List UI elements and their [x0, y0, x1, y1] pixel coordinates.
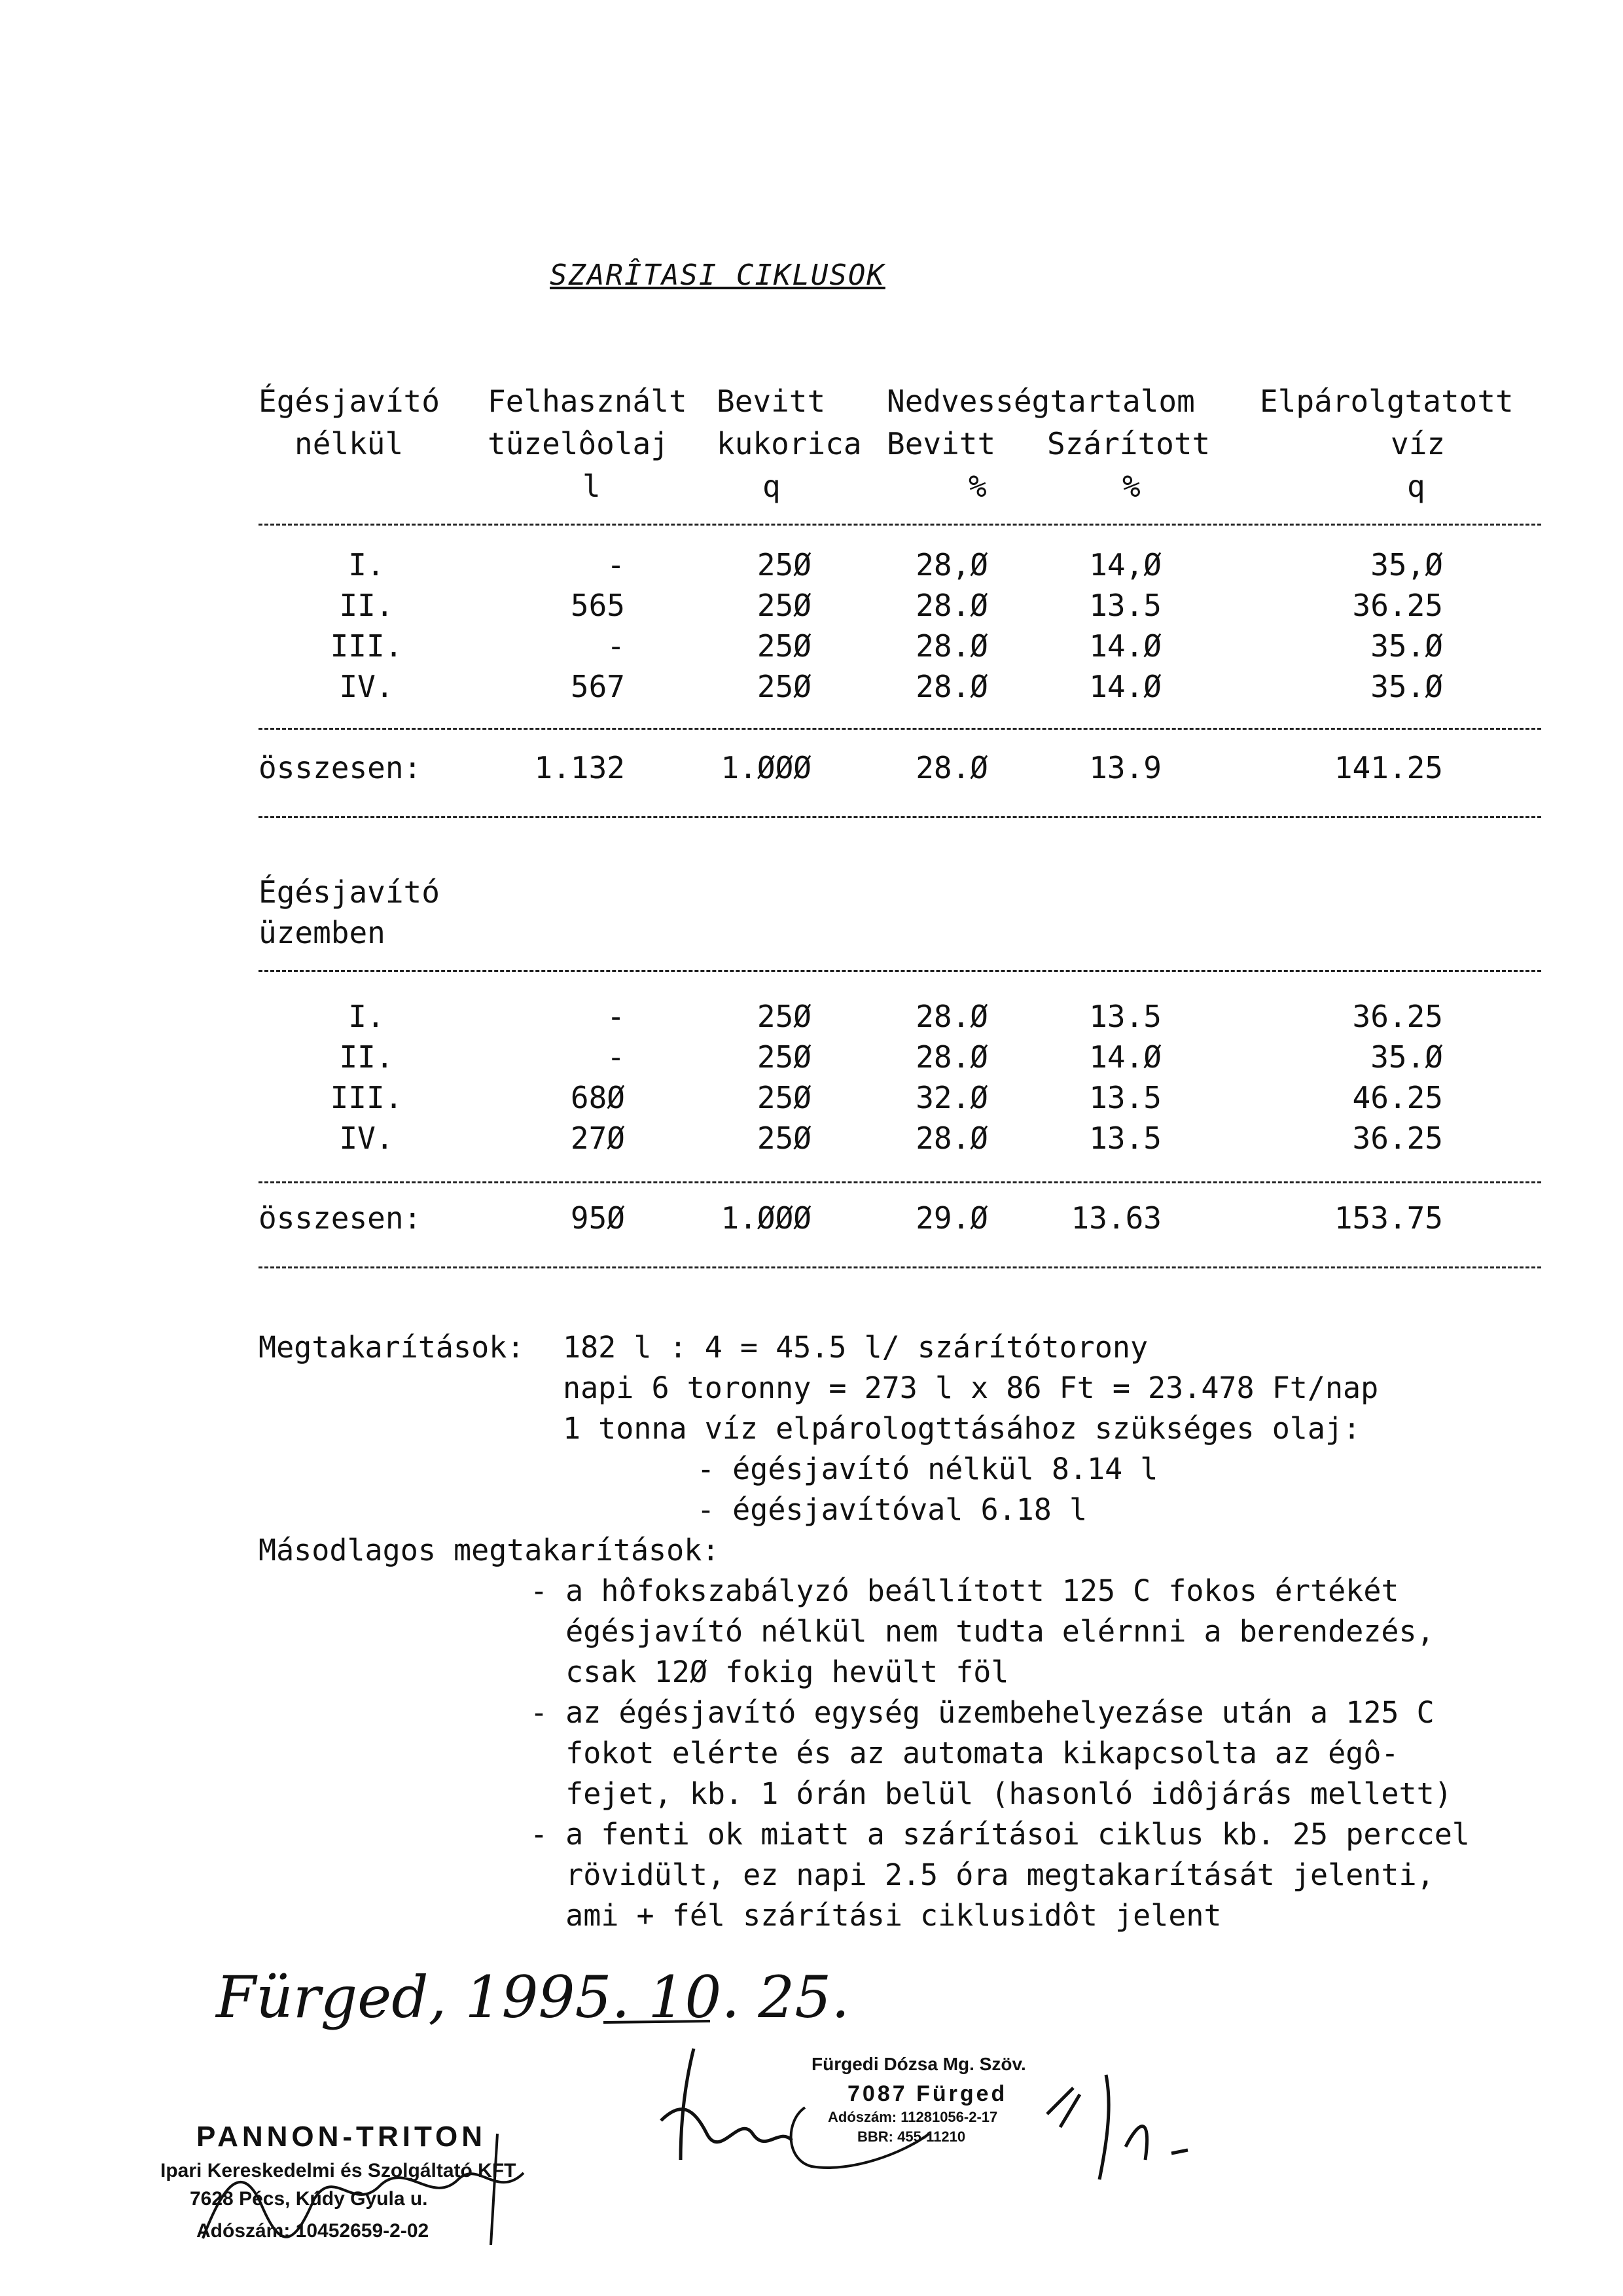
document-title: SZARÎTASI CIKLUSOK [550, 259, 885, 292]
moisture-in-value: 28.Ø [916, 669, 988, 704]
corn-value: 25Ø [757, 628, 812, 664]
cycle-label: IV. [339, 1121, 394, 1156]
secondary-item-3-line-1: - a fenti ok miatt a szárításoi ciklus kb. 25 perccel [530, 1817, 1470, 1852]
secondary-item-2-line-3: fejet, kb. 1 órán belül (hasonló idôjárás mellett) [530, 1776, 1452, 1811]
dashed-rule [259, 970, 1541, 972]
header-col3-line1: Bevitt [717, 384, 826, 419]
secondary-item-3-line-3: ami + fél szárítási ciklusidôt jelent [530, 1898, 1222, 1933]
cycle-label: I. [348, 999, 385, 1034]
dashed-rule [259, 1181, 1541, 1183]
header-col2-unit: l [582, 469, 601, 504]
total-evaporated-water: 141.25 [1334, 750, 1443, 785]
savings-label: Megtakarítások: [259, 1330, 525, 1365]
moisture-dried-value: 13.5 [1089, 1121, 1162, 1156]
savings-line-1: 182 l : 4 = 45.5 l/ szárítótorony [563, 1330, 1149, 1365]
evaporated-water-value: 35.Ø [1370, 628, 1443, 664]
corn-value: 25Ø [757, 1039, 812, 1075]
corn-value: 25Ø [757, 1121, 812, 1156]
header-moisture: Nedvességtartalom [887, 384, 1195, 419]
header-col2-line1: Felhasznált [488, 384, 687, 419]
moisture-dried-value: 14.Ø [1089, 1039, 1162, 1075]
evaporated-water-value: 36.25 [1352, 588, 1443, 623]
stamp-right-line2: 7087 Fürged [847, 2081, 1008, 2106]
secondary-item-1-line-2: égésjavító nélkül nem tudta elérnni a berendezés, [530, 1614, 1435, 1649]
section2-line2: üzemben [259, 915, 385, 950]
secondary-item-3-line-2: rövidült, ez napi 2.5 óra megtakarítását jelenti, [530, 1857, 1435, 1892]
moisture-dried-value: 14,Ø [1089, 547, 1162, 583]
secondary-label: Másodlagos megtakarítások: [259, 1533, 720, 1568]
moisture-dried-value: 14.Ø [1089, 669, 1162, 704]
moisture-in-value: 28.Ø [916, 588, 988, 623]
header-col6-unit: q [1407, 469, 1425, 504]
fuel-value: 567 [570, 669, 625, 704]
date-underline [602, 2016, 713, 2029]
header-col5-line1: Szárított [1047, 426, 1211, 461]
moisture-in-value: 28.Ø [916, 999, 988, 1034]
header-col3-unit: q [762, 469, 781, 504]
evaporated-water-value: 35,Ø [1370, 547, 1443, 583]
header-col1-line1: Égésjavító [259, 384, 440, 419]
total-moisture-dried: 13.9 [1089, 750, 1162, 785]
corn-value: 25Ø [757, 669, 812, 704]
moisture-dried-value: 13.5 [1089, 999, 1162, 1034]
header-col1-line2: nélkül [294, 426, 404, 461]
stamp-right-line1: Fürgedi Dózsa Mg. Szöv. [812, 2054, 1026, 2074]
cycle-label: II. [339, 1039, 394, 1075]
corn-value: 25Ø [757, 588, 812, 623]
fuel-value: 68Ø [570, 1080, 625, 1115]
moisture-in-value: 28.Ø [916, 1121, 988, 1156]
section2-line1: Égésjavító [259, 874, 440, 910]
header-col5-unit: % [1122, 469, 1141, 504]
fuel-value: 27Ø [570, 1121, 625, 1156]
moisture-in-value: 28.Ø [916, 1039, 988, 1075]
savings-line-3: 1 tonna víz elpárologttásához szükséges olaj: [563, 1411, 1361, 1446]
total-label: összesen: [259, 750, 422, 785]
dashed-rule [259, 524, 1541, 526]
moisture-in-value: 28,Ø [916, 547, 988, 583]
header-col2-line2: tüzelôolaj [488, 426, 669, 461]
cycle-label: I. [348, 547, 385, 583]
savings-sub-1: - égésjavító nélkül 8.14 l [697, 1452, 1158, 1486]
cycle-label: III. [330, 1080, 403, 1115]
fuel-value: - [607, 1039, 625, 1075]
secondary-item-2-line-1: - az égésjavító egység üzembehelyezáse után a 125 C [530, 1695, 1435, 1730]
stamp-right-line3: Adószám: 11281056-2-17 [828, 2109, 998, 2125]
header-col4-unit: % [969, 469, 987, 504]
header-col6-line1: Elpárolgtatott [1260, 384, 1514, 419]
secondary-item-2-line-2: fokot elérte és az automata kikapcsolta az égô- [530, 1736, 1399, 1770]
total-evaporated-water: 153.75 [1334, 1200, 1443, 1236]
moisture-dried-value: 13.5 [1089, 1080, 1162, 1115]
moisture-dried-value: 13.5 [1089, 588, 1162, 623]
corn-value: 25Ø [757, 547, 812, 583]
total-moisture-in: 28.Ø [916, 750, 988, 785]
stamp-left-name: PANNON-TRITON [196, 2121, 487, 2153]
evaporated-water-value: 46.25 [1352, 1080, 1443, 1115]
dashed-rule [259, 1266, 1541, 1268]
cycle-label: IV. [339, 669, 394, 704]
dashed-rule [259, 816, 1541, 818]
evaporated-water-value: 36.25 [1352, 1121, 1443, 1156]
secondary-item-1-line-3: csak 12Ø fokig hevült föl [530, 1655, 1009, 1689]
evaporated-water-value: 35.Ø [1370, 669, 1443, 704]
total-label: összesen: [259, 1200, 422, 1236]
handwritten-place-date: Fürged, 1995. 10. 25. [216, 1964, 850, 2031]
moisture-in-value: 32.Ø [916, 1080, 988, 1115]
stamp-left-line3: 7628 Pécs, Kúdy Gyula u. [190, 2188, 428, 2210]
signature-left [183, 2108, 550, 2258]
total-corn: 1.ØØØ [721, 750, 812, 785]
evaporated-water-value: 35.Ø [1370, 1039, 1443, 1075]
total-corn: 1.ØØØ [721, 1200, 812, 1236]
cycle-label: III. [330, 628, 403, 664]
total-fuel: 1.132 [534, 750, 625, 785]
total-moisture-dried: 13.63 [1071, 1200, 1162, 1236]
fuel-value: - [607, 628, 625, 664]
corn-value: 25Ø [757, 1080, 812, 1115]
fuel-value: - [607, 999, 625, 1034]
corn-value: 25Ø [757, 999, 812, 1034]
header-col3-line2: kukorica [717, 426, 862, 461]
stamp-left-line2: Ipari Kereskedelmi és Szolgáltató KFT [160, 2160, 516, 2181]
secondary-item-1-line-1: - a hôfokszabályzó beállított 125 C fokos értékét [530, 1573, 1399, 1608]
moisture-dried-value: 14.Ø [1089, 628, 1162, 664]
stamp-right-line4: BBR: 455-11210 [857, 2128, 966, 2145]
stamp-left-tax: Adószám: 10452659-2-02 [196, 2220, 429, 2242]
savings-line-2: napi 6 toronny = 273 l x 86 Ft = 23.478 Ft/nap [563, 1371, 1379, 1405]
fuel-value: 565 [570, 588, 625, 623]
header-col4-line1: Bevitt [887, 426, 996, 461]
savings-sub-2: - égésjavítóval 6.18 l [697, 1492, 1088, 1527]
evaporated-water-value: 36.25 [1352, 999, 1443, 1034]
total-fuel: 95Ø [570, 1200, 625, 1236]
dashed-rule [259, 728, 1541, 730]
moisture-in-value: 28.Ø [916, 628, 988, 664]
total-moisture-in: 29.Ø [916, 1200, 988, 1236]
fuel-value: - [607, 547, 625, 583]
cycle-label: II. [339, 588, 394, 623]
header-col6-line2: víz [1391, 426, 1446, 461]
